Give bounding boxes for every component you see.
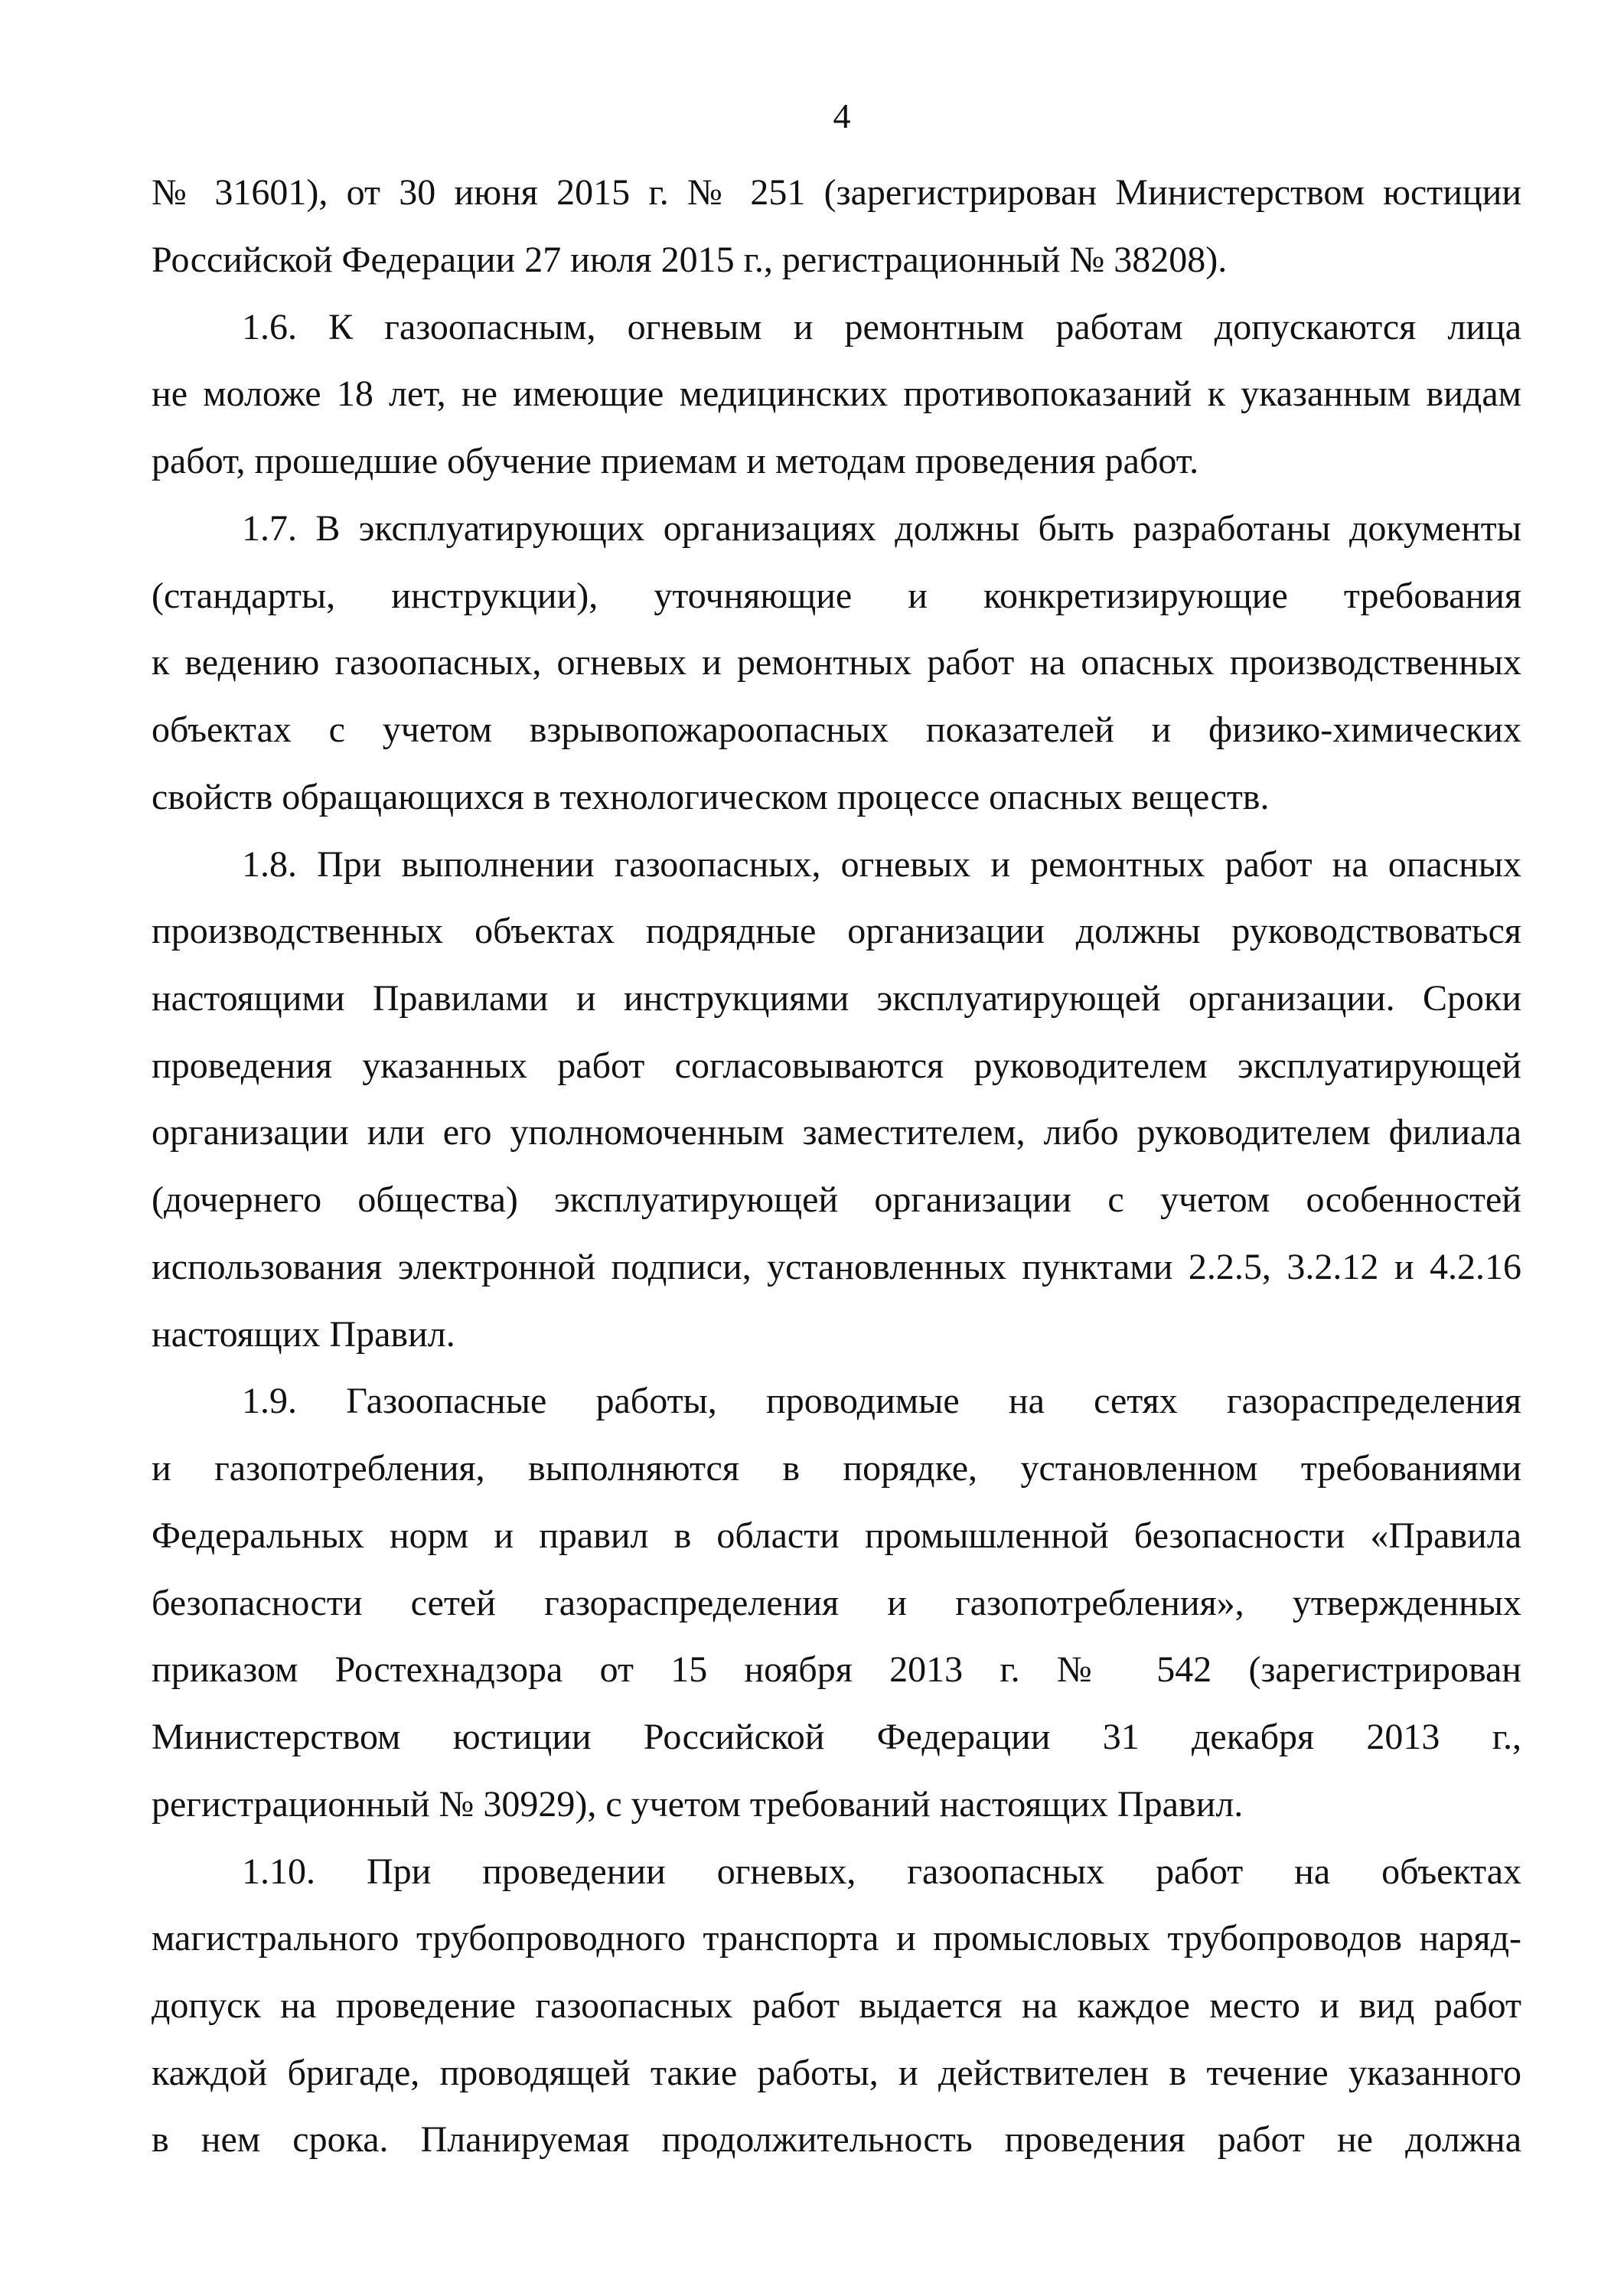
text-line: свойств обращающихся в технологическом процессе опасных веществ. bbox=[152, 777, 1270, 817]
text-line: № 31601), от 30 июня 2015 г. № 251 (зарегистрирован Министерством юстиции bbox=[152, 172, 1521, 213]
text-line: (стандарты, инструкции), уточняющие и конкретизирующие требования bbox=[152, 576, 1521, 616]
text-line: магистрального трубопроводного транспорта и промысловых трубопроводов наряд- bbox=[152, 1918, 1521, 1958]
paragraph-1-7-start: 1.7. В эксплуатирующих организациях должны быть разработаны документы bbox=[242, 508, 1521, 549]
paragraph-1-10-start: 1.10. При проведении огневых, газоопасных работ на объектах bbox=[242, 1851, 1521, 1892]
text-line: Министерством юстиции Российской Федерации 31 декабря 2013 г., bbox=[152, 1717, 1521, 1757]
paragraph-1-8-start: 1.8. При выполнении газоопасных, огневых и ремонтных работ на опасных bbox=[242, 844, 1521, 885]
paragraph-1-9-start: 1.9. Газоопасные работы, проводимые на сетях газораспределения bbox=[242, 1381, 1521, 1421]
text-line: приказом Ростехнадзора от 15 ноября 2013 г. № 542 (зарегистрирован bbox=[152, 1649, 1521, 1690]
text-line: использования электронной подписи, установленных пунктами 2.2.5, 3.2.12 и 4.2.16 bbox=[152, 1247, 1521, 1287]
text-line: объектах с учетом взрывопожароопасных показателей и физико-химических bbox=[152, 709, 1521, 750]
paragraph-1-6-start: 1.6. К газоопасным, огневым и ремонтным работам допускаются лица bbox=[242, 307, 1521, 347]
text-line: безопасности сетей газораспределения и газопотребления», утвержденных bbox=[152, 1583, 1521, 1623]
text-line: к ведению газоопасных, огневых и ремонтных работ на опасных производственных bbox=[152, 642, 1521, 683]
text-line: производственных объектах подрядные организации должны руководствоваться bbox=[152, 911, 1521, 951]
text-line: Федеральных норм и правил в области промышленной безопасности «Правила bbox=[152, 1515, 1521, 1556]
text-line: Российской Федерации 27 июля 2015 г., регистрационный № 38208). bbox=[152, 240, 1228, 280]
text-line: каждой бригаде, проводящей такие работы, и действителен в течение указанного bbox=[152, 2053, 1521, 2093]
text-line: допуск на проведение газоопасных работ выдается на каждое место и вид работ bbox=[152, 1985, 1521, 2026]
text-line: в нем срока. Планируемая продолжительность проведения работ не должна bbox=[152, 2119, 1521, 2160]
text-line: (дочернего общества) эксплуатирующей организации с учетом особенностей bbox=[152, 1179, 1521, 1220]
page-number: 4 bbox=[833, 96, 851, 135]
text-line: не моложе 18 лет, не имеющие медицинских противопоказаний к указанным видам bbox=[152, 373, 1521, 414]
text-line: регистрационный № 30929), с учетом требований настоящих Правил. bbox=[152, 1784, 1244, 1825]
text-line: проведения указанных работ согласовываются руководителем эксплуатирующей bbox=[152, 1045, 1521, 1086]
text-line: и газопотребления, выполняются в порядке, установленном требованиями bbox=[152, 1448, 1521, 1489]
text-line: настоящими Правилами и инструкциями эксплуатирующей организации. Сроки bbox=[152, 978, 1521, 1019]
text-line: работ, прошедшие обучение приемам и методам проведения работ. bbox=[152, 441, 1199, 481]
text-line: организации или его уполномоченным заместителем, либо руководителем филиала bbox=[152, 1112, 1521, 1153]
text-line: настоящих Правил. bbox=[152, 1314, 455, 1355]
